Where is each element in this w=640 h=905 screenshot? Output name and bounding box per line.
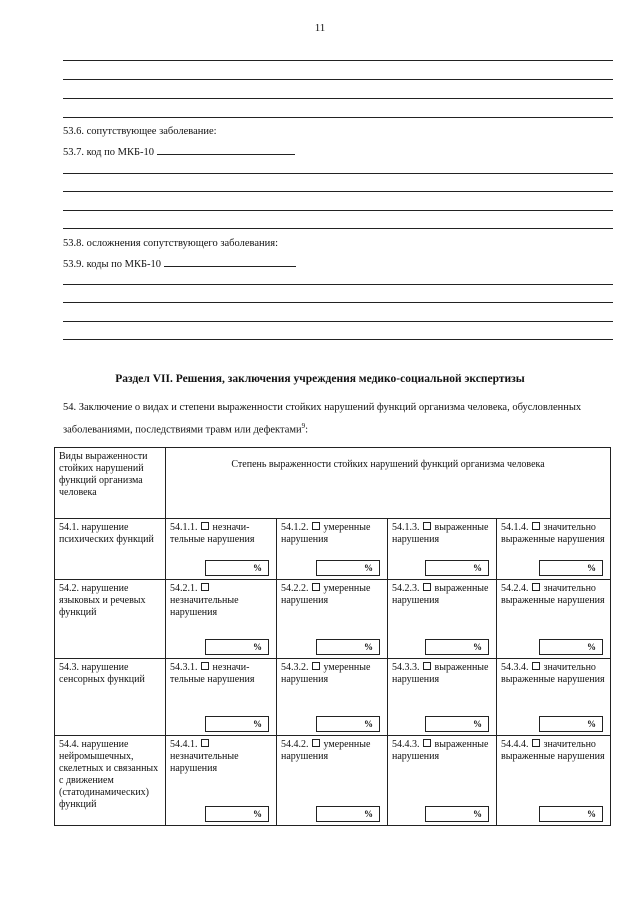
severity-code: 54.4.2. <box>281 739 309 750</box>
severity-option <box>170 583 272 619</box>
severity-checkbox[interactable] <box>312 739 320 747</box>
percent-sign: % <box>587 809 597 819</box>
severity-cell <box>166 659 277 736</box>
severity-code: 54.1.4. <box>501 522 529 533</box>
percent-input[interactable] <box>425 716 489 732</box>
header-left: Виды выраженности стойких нарушений функций организма человека <box>55 448 166 519</box>
severity-text: выраженные нарушения <box>392 522 489 545</box>
severity-checkbox[interactable] <box>312 583 320 591</box>
percent-input[interactable] <box>205 806 269 822</box>
severity-checkbox[interactable] <box>423 583 431 591</box>
severity-code: 54.3.1. <box>170 662 198 673</box>
percent-input[interactable] <box>539 639 603 655</box>
severity-code: 54.2.1. <box>170 583 198 594</box>
page-number: 11 <box>314 22 326 34</box>
severity-cell <box>497 519 611 580</box>
severity-checkbox[interactable] <box>201 522 209 530</box>
severity-option <box>281 662 383 686</box>
severity-text: значительно выраженные нарушения <box>501 522 605 545</box>
percent-input[interactable] <box>316 560 380 576</box>
severity-cell <box>277 659 388 736</box>
percent-sign: % <box>473 809 482 819</box>
severity-text: незначи-тельные нарушения <box>170 662 255 685</box>
severity-checkbox[interactable] <box>423 662 431 670</box>
percent-input[interactable] <box>316 806 380 822</box>
severity-text: значительно выраженные нарушения <box>501 583 605 606</box>
blank-line[interactable] <box>63 228 613 229</box>
severity-code: 54.1.2. <box>281 522 309 533</box>
severity-text: умеренные нарушения <box>281 583 371 606</box>
severity-code: 54.3.3. <box>392 662 420 673</box>
severity-text: выраженные нарушения <box>392 739 489 762</box>
severity-cell <box>166 580 277 659</box>
severity-checkbox[interactable] <box>532 662 540 670</box>
item-53-8-label: 53.8. осложнения сопутствующего заболевания: <box>63 238 278 249</box>
severity-code: 54.1.1. <box>170 522 198 533</box>
blank-line[interactable] <box>63 173 613 174</box>
severity-option <box>392 583 492 607</box>
severity-text: умеренные нарушения <box>281 739 371 762</box>
percent-sign: % <box>587 719 597 729</box>
severity-option <box>501 662 606 686</box>
percent-input[interactable] <box>205 639 269 655</box>
severity-code: 54.4.3. <box>392 739 420 750</box>
percent-input[interactable] <box>539 716 603 732</box>
percent-input[interactable] <box>425 560 489 576</box>
percent-sign: % <box>364 642 373 652</box>
percent-input[interactable] <box>205 560 269 576</box>
blank-line[interactable] <box>63 210 613 211</box>
severity-checkbox[interactable] <box>201 739 209 747</box>
percent-sign: % <box>587 563 597 573</box>
severity-text: значительно выраженные нарушения <box>501 739 605 762</box>
icd10-codes-field[interactable] <box>164 257 296 267</box>
severity-option <box>501 583 606 607</box>
severity-cell <box>166 519 277 580</box>
blank-line[interactable] <box>63 191 613 192</box>
percent-sign: % <box>364 719 373 729</box>
function-label: 54.4. нарушение нейромышечных, скелетных и связанных с движением (статодинамических) функций <box>55 736 166 826</box>
function-label: 54.3. нарушение сенсорных функций <box>55 659 166 736</box>
severity-option <box>392 739 492 763</box>
severity-checkbox[interactable] <box>532 739 540 747</box>
severity-cell <box>388 659 497 736</box>
severity-option <box>281 739 383 763</box>
percent-input[interactable] <box>539 560 603 576</box>
blank-line[interactable] <box>63 98 613 99</box>
percent-sign: % <box>364 563 373 573</box>
severity-cell <box>277 580 388 659</box>
severity-checkbox[interactable] <box>423 522 431 530</box>
severity-checkbox[interactable] <box>312 662 320 670</box>
severity-option <box>501 739 606 763</box>
severity-option <box>281 522 383 546</box>
severity-cell <box>277 519 388 580</box>
item-53-6-label: 53.6. сопутствующее заболевание: <box>63 126 217 137</box>
severity-code: 54.4.4. <box>501 739 529 750</box>
severity-option <box>501 522 606 546</box>
severity-code: 54.3.2. <box>281 662 309 673</box>
severity-text: умеренные нарушения <box>281 522 371 545</box>
severity-checkbox[interactable] <box>532 522 540 530</box>
severity-text: выраженные нарушения <box>392 662 489 685</box>
severity-text: значительно выраженные нарушения <box>501 662 605 685</box>
severity-checkbox[interactable] <box>423 739 431 747</box>
table-row <box>55 659 611 736</box>
severity-option <box>170 662 272 686</box>
severity-text: умеренные нарушения <box>281 662 371 685</box>
severity-option <box>392 522 492 546</box>
percent-input[interactable] <box>539 806 603 822</box>
severity-option <box>392 662 492 686</box>
severity-option <box>170 739 272 775</box>
percent-input[interactable] <box>425 806 489 822</box>
severity-cell <box>166 736 277 826</box>
function-label: 54.2. нарушение языковых и речевых функций <box>55 580 166 659</box>
severity-checkbox[interactable] <box>312 522 320 530</box>
severity-code: 54.2.2. <box>281 583 309 594</box>
section-title: Раздел VII. Решения, заключения учреждения медико-социальной экспертизы <box>115 373 525 385</box>
percent-sign: % <box>253 642 262 652</box>
percent-sign: % <box>253 563 262 573</box>
percent-sign: % <box>253 719 262 729</box>
percent-sign: % <box>473 719 482 729</box>
blank-line[interactable] <box>63 339 613 340</box>
severity-code: 54.2.3. <box>392 583 420 594</box>
blank-line[interactable] <box>63 117 613 118</box>
severity-cell <box>277 736 388 826</box>
percent-sign: % <box>253 809 262 819</box>
percent-sign: % <box>473 642 482 652</box>
severity-text: незначи-тельные нарушения <box>170 522 255 545</box>
severity-code: 54.1.3. <box>392 522 420 533</box>
severity-code: 54.4.1. <box>170 739 198 750</box>
blank-line[interactable] <box>63 302 613 303</box>
severity-checkbox[interactable] <box>201 662 209 670</box>
severity-cell <box>388 519 497 580</box>
severity-code: 54.3.4. <box>501 662 529 673</box>
severity-text: незначительные нарушения <box>170 595 239 618</box>
percent-input[interactable] <box>425 639 489 655</box>
item-53-9-label: 53.9. коды по МКБ-10 <box>63 259 162 270</box>
blank-line[interactable] <box>63 79 613 80</box>
severity-cell <box>388 736 497 826</box>
blank-line[interactable] <box>63 60 613 61</box>
percent-input[interactable] <box>316 639 380 655</box>
table-row <box>55 519 611 580</box>
severity-cell <box>497 736 611 826</box>
table-row <box>55 580 611 659</box>
blank-line[interactable] <box>63 284 613 285</box>
severity-cell <box>497 659 611 736</box>
percent-input[interactable] <box>205 716 269 732</box>
severity-cell <box>497 580 611 659</box>
item-54-suffix: : <box>305 424 309 436</box>
percent-sign: % <box>473 563 482 573</box>
severity-text: выраженные нарушения <box>392 583 489 606</box>
icd10-code-field[interactable] <box>157 145 295 155</box>
footnote-ref: 9 <box>301 422 306 430</box>
severity-checkbox[interactable] <box>201 583 209 591</box>
item-54-text <box>63 398 611 440</box>
severity-option <box>281 583 383 607</box>
item-53-7-label: 53.7. код по МКБ-10 <box>63 147 154 158</box>
item-53-9-row <box>63 257 296 270</box>
severity-text: незначительные нарушения <box>170 751 239 774</box>
table-row <box>55 736 611 826</box>
percent-sign: % <box>587 642 597 652</box>
severity-option <box>170 522 272 546</box>
percent-input[interactable] <box>316 716 380 732</box>
function-label: 54.1. нарушение психических функций <box>55 519 166 580</box>
header-right: Степень выраженности стойких нарушений функций организма человека <box>166 448 611 519</box>
item-54-body: 54. Заключение о видах и степени выраженности стойких нарушений функций организма человека, обусловленных заболеваниями, последствиями травм или дефектами <box>63 402 582 436</box>
severity-checkbox[interactable] <box>532 583 540 591</box>
impairment-table <box>54 447 611 826</box>
severity-code: 54.2.4. <box>501 583 529 594</box>
item-53-7-row <box>63 145 295 158</box>
percent-sign: % <box>364 809 373 819</box>
blank-line[interactable] <box>63 321 613 322</box>
severity-cell <box>388 580 497 659</box>
